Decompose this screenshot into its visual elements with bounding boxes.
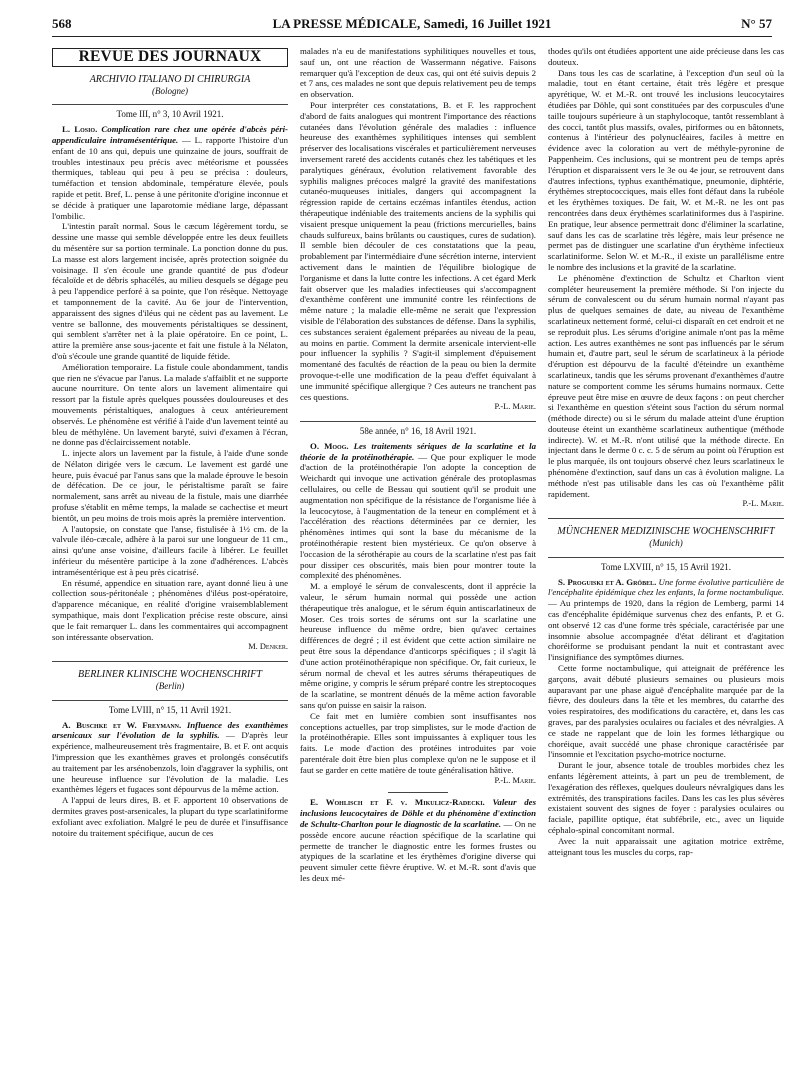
article-paragraph: A l'autopsie, on constate que l'anse, fistulisée à 1½ cm. de la valvule iléo-cæcale, adhère à la paroi sur une longueur de 11 cm., ainsi qu'une anse voisine, d'ailleurs facile à libérer. Le feuillet inférieur du mésentère participe à la zone d'adhérences. L'abcès intramésentérique est à peu près cicatrisé. [52, 523, 288, 577]
journal-title: MÜNCHENER MEDIZINISCHE WOCHENSCHRIFT [557, 526, 775, 538]
journal-city: (Berlin) [155, 681, 185, 692]
article-paragraph: Ce fait met en lumière combien sont insuffisantes nos conceptions actuelles, par trop simplistes, sur le mode d'action de la protéinothérapie. Elles sont impuissantes à expliquer tous les faits. Le mode d'action des protéines introduites par voie parentérale doit être bien plus complexe qu'on ne le suppose et il faut se garder en cette matière de toute généralisation hâtive. [300, 710, 536, 775]
article-author: L. Losio. [62, 124, 98, 135]
article-paragraph: S. Proguiski et A. Gröbel. Une forme évolutive particulière de l'encéphalite épidémique chez les enfants, la forme noctambulique. — Au printemps de 1920, dans la région de Lemberg, parmi 14 cas d'encéphalite épidémique survenus chez des enfants, P. et G. ont observé 12 cas d'une forme très spéciale, caractérisée par une insomnie absolue accompagnée d'état délirant et d'agitation choréiforme se produisant pendant la nuit et contrastant avec l'insignifiance des symptômes diurnes. [548, 576, 785, 663]
author-signature: P.-L. Marie. [742, 499, 784, 509]
article-paragraph: L. injecte alors un lavement par la fistule, à l'aide d'une sonde de Nélaton dirigée vers le cæcum. Le lavement est gardé une heure, puis évacué par l'anus sans que la malade éprouve le besoin de défécation. De ce jour, le péristaltisme paraît se faire normalement, sans arrêt au niveau de la fistule, mais une diarrhée profuse s'établit en même temps, la malade se cachectise et meurt bientôt, un peu moins de trois mois après la première intervention. [52, 448, 288, 523]
article-author: O. Moog. [310, 440, 349, 451]
article-paragraph: En résumé, appendice en situation rare, ayant donné lieu à une collection sous-péritonéale ; phénomènes d'iléus post-opératoire, d'apparence mécanique, en réalité d'origine vraisemblablement sympathique, mais dont l'explication précise reste obscure, ainsi que le fait remarquer L. dans les commentaires qui accompagnent son intéressante observation. [52, 577, 288, 642]
article-paragraph: Cette forme noctambulique, qui atteignait de préférence les garçons, avait débuté plusieurs semaines ou plusieurs mois auparavant par une phase aiguë d'encéphalite marquée par de la fièvre, des douleurs dans la tête et les membres, du catarrhe des voies respiratoires, des modifications du caractère, et, dans les cas graves, par des paralysies oculaires ou faciales et des névralgies. A ce stade ne rappelant que de loin les formes léthargique ou choréique, avait succédé une phase chronique caractérisée par l'insomnie et l'excitation psycho-motrice nocturne. [548, 663, 784, 760]
article-author: E. Wohlisch et F. v. Mikulicz-Radecki. [310, 797, 485, 808]
article-paragraph: A. Buschke et W. Freymann. Influence des exanthèmes arsenicaux sur l'évolution de la syphilis. — D'après leur expérience, malheureusement très fragmentaire, B. et F. ont acquis l'impression que les exanthèmes graves et prolongés consécutifs au traitement par les arsénobenzols, loin d'aggraver la syphilis, ont une heureuse influence sur l'évolution de la maladie. Les exanthèmes légers et fugaces sont dépourvus de la même action. [52, 719, 288, 795]
page-header [52, 14, 772, 37]
article-title: Valeur des inclusions leucocytaires de Döhle et du phénomène d'extinction de Schultz-Charlton pour le diagnostic de la scarlatine. [300, 797, 536, 829]
journal-title: ARCHIVIO ITALIANO DI CHIRURGIA [89, 73, 251, 85]
article-paragraph: malades n'a eu de manifestations syphilitiques nouvelles et tous, sauf un, ont une réaction de Wassermann négative. Faisons remarquer qu'à l'exception de deux cas, qui ont été suivis depuis 2 et 7 ans, ces malades ne sont que depuis relativement peu de temps en observation. [300, 46, 536, 100]
article-paragraph: O. Moog. Les traitements sériques de la scarlatine et la théorie de la protéinothérapie. — Que pour expliquer le mode d'action de la protéinothérapie l'on adopte la conception de Weichardt qui invoque une activation générale des protoplasmas cellulaires, ou celle de Bessau qui soutient qu'il se produit une augmentation non spécifique de la résistance de l'organisme liée à la leucocytose, à l'augmentation de la teneur en complément et à l'accélération des réactions déterminées par ce dernier, les phénomènes intimes qui sont la base du mécanisme de la protéinothérapie restent bien mystérieux. Ce qu'on observe à l'occasion de la sérothérapie au cours de la scarlatine n'est pas fait pour dissiper ces obscurités, mais bien pour montrer toute la complexité des phénomènes. [300, 440, 537, 581]
divider [388, 792, 448, 793]
divider [52, 104, 288, 105]
article-paragraph: Durant le jour, absence totale de troubles morbides chez les enfants légèrement atteints, à part un peu de tremblement, de l'exagération des réflexes, quelques douleurs névralgiques dans les extrémités, des transpirations faciles. Dans les cas les plus sévères existaient souvent des signes de foyer : paralysies oculaires ou faciale, papillite optique, état subfébrile, etc., avec un liquide céphalo-spinal concomitant normal. [548, 760, 784, 835]
tome-line: Tome III, n° 3, 10 Avril 1921. [116, 109, 224, 120]
article-paragraph: L'intestin paraît normal. Sous le cæcum légèrement tordu, se dessine une masse qui semble développée entre les deux feuillets du mésentère sur sa portion terminale. La ponction donne du pus. La masse est alors largement incisée, après protection soignée du voisinage. Il s'en écoule une grande quantité de pus d'odeur fécaloïde et de débris sphacélés, au milieu desquels se dégage peu à peu l'appendice perforé à sa pointe, que l'on résèque. Nettoyage et tamponnement de la cavité. Au 6e jour de l'intervention, apparaissent des signes d'iléus qui ne cèdent pas au lavement. Le ventre se ballonne, des mouvements péristaltiques se dessinent, qui semblent s'arrêter net à la plaie opératoire. En ce point, L. attire la première anse sous-jacente et fait une fistule à la Nélaton, d'où s'écoule une grande quantité de liquide fétide. [52, 221, 288, 361]
tome-line: Tome LXVIII, n° 15, 15 Avril 1921. [600, 561, 732, 572]
article-paragraph: E. Wohlisch et F. v. Mikulicz-Radecki. Valeur des inclusions leucocytaires de Döhle et du phénomène d'extinction de Schultz-Charlton pour le diagnostic de la scarlatine. — On ne possède encore aucune réaction spécifique de la scarlatine qui permette de trancher le diagnostic entre les formes frustes ou atypiques de la scarlatine et les érythèmes d'origine diverse qui peuvent simuler cette fièvre éruptive. W. et M.-R. sont d'avis que les deux mé- [300, 797, 537, 883]
article-paragraph: M. a employé le sérum de convalescents, dont il apprécie la valeur, le sérum humain normal qui possède une action thérapeutique très analogue, et le sérum équin antiscarlatineux de Moser. Ces trois sortes de sérums ont sur la scarlatine une heureuse influence du même ordre, bien qu'avec certaines différences de degré ; il est évident que cette action similaire ne peut être sous la dépendance d'anticorps spécifiques ; il s'agit là d'une action protéinothérapique non spécifique. Or, fait curieux, le sérum normal de cheval et les autres sérums thérapeutiques de même origine, y compris le sérum préparé contre les streptocoques de la scarlatine, se montrent dénués de la même action favorable sans qu'on puisse en saisir la raison. [300, 581, 536, 711]
article-paragraph: A l'appui de leurs dires, B. et F. apportent 10 observations de dermites graves post-arsenicales, la plupart du type scarlatiniforme exfoliant avec exfoliation. Malgré le peu de durée et l'insuffisance notoire du traitement spécifique, aucun de ces [52, 795, 288, 838]
column-1 [52, 46, 288, 838]
running-title: LA PRESSE MÉDICALE, Samedi, 16 Juillet 1921 [272, 16, 552, 31]
author-signature: M. Denker. [248, 642, 288, 652]
author-signature: P.-L. Marie. [494, 402, 536, 412]
author-signature: P.-L. Marie. [494, 775, 536, 785]
article-author: S. Proguiski et A. Gröbel. [558, 576, 657, 587]
article-author: A. Buschke et W. Freymann. [62, 719, 182, 730]
article-title: Une forme évolutive particulière de l'encéphalite épidémique chez les enfants, la forme noctambulique. [548, 576, 785, 598]
article-title: Les traitements sériques de la scarlatine et la théorie de la protéinothérapie. [300, 440, 536, 462]
article-paragraph: thodes qu'ils ont étudiées apportent une aide précieuse dans les cas douteux. [548, 46, 784, 67]
column-3 [548, 46, 784, 857]
article-paragraph: Amélioration temporaire. La fistule coule abondamment, tandis que rien ne s'évacue par l'anus. La malade s'affaiblit et ne supporte aucune nourriture. On tente alors un lavement alimentaire qui ressort par la fistule après quelques poussées douloureuses et des mouvements péristaltiques, analogues à ceux antérieurement observés. Le phénomène est vérifié à l'aide d'un lavement teinté au bleu de méthylène. Un lavement baryté, suivi d'examen à l'écran, ne donne pas d'éclaircissement notable. [52, 361, 288, 448]
journal-city: (Bologne) [152, 85, 188, 96]
article-paragraph: Le phénomène d'extinction de Schultz et Charlton vient compléter heureusement la première méthode. Si l'on injecte du sérum de convalescent ou du sérum humain normal n'ayant pas plus de quelques semaines de date, au niveau de l'exanthème scarlatineux nettement formé, celui-ci disparaît en cet endroit et ne se reproduit plus. Les sérums d'origine animale n'ont pas la même action. Les autres exanthèmes ne sont pas influencés par le sérum humain et, d'autre part, seul le sérum de scarlatineux à la période d'éruption est dépourvu de la faculté d'éteindre un exanthème scarlatineux, tandis que les sérums provenant d'exanthèmes d'autre nature se comportent comme les sérums humains normaux. Cette épreuve peut être mise en œuvre de deux façons : on peut chercher si l'exanthème en question s'éteint sous l'action du sérum normal (méthode directe) ou si le sérum du malade atteint d'une éruption douteuse éteint un exanthème scarlatineux authentique (méthode indirecte). W. et M.-R. n'ont utilisé que la méthode directe. En injectant dans le derme 0 c. c. 5 de sérum au point où l'éruption est le plus marquée, ils ont toujours observé chez leurs scarlatineux le phénomène d'extinction, sauf dans un cas à évolution maligne. La méthode n'est pas utilisable dans les cas où l'exanthème pâlit rapidement. [548, 272, 784, 499]
divider [52, 700, 288, 701]
article-title: Complication rare chez une opérée d'abcès péri-appendiculaire intramésentérique. [52, 124, 288, 145]
article-title: Influence des exanthèmes arsenicaux sur l'évolution de la syphilis. [52, 719, 288, 741]
column-2 [300, 46, 536, 884]
page-number: 568 [52, 16, 72, 31]
divider [300, 421, 536, 422]
divider [52, 661, 288, 662]
article-paragraph: Avec la nuit apparaissait une agitation motrice extrême, atteignant tous les muscles du corps, rap- [548, 835, 784, 857]
article-paragraph: Dans tous les cas de scarlatine, à l'exception d'un seul où la maladie, tout en étant certaine, était très légère et presque apyrétique, W. et M.-R. ont trouvé les inclusions leucocytaires étudiées par Döhle, qui sont constituées par des corpuscules d'une taille toujours supérieure à un staphylocoque, tantôt ressemblant à des cocci, tantôt plus massifs, ovales, piriformes ou en bâtonnets, contenus à l'intérieur des polynucléaires, faciles à mettre en évidence avec la coloration au vert de méthyle-pyronine de Pappenheim. Ces inclusions, qui se montrent peu de temps après l'éruption et disparaissent vers le 3e ou 4e jour, se retrouvent dans d'autres infections, typhus exanthématique, pneumonie, diphtérie, érythèmes streptococciques, mais elles font défaut dans la rubéole et les érythèmes toxiques. De fait, W. et M.-R. ne les ont pas rencontrées dans deux érythèmes scarlatiniformes dus à l'aspirine. En pratique, leur absence permettrait donc d'éliminer la scarlatine, sauf dans les cas de scarlatine très légère, mais leur présence ne permet pas de distinguer une scarlatine d'un érythème infectieux scarlatiniforme. Selon W. et M.-R., il existe un parallélisme entre le nombre des inclusions et la gravité de la scarlatine. [548, 67, 784, 272]
journal-title: BERLINER KLINISCHE WOCHENSCHRIFT [78, 669, 262, 681]
section-title: REVUE DES JOURNAUX [52, 48, 288, 67]
tome-line: Tome LVIII, n° 15, 11 Avril 1921. [108, 704, 232, 715]
article-paragraph: Pour interpréter ces constatations, B. et F. les rapprochent d'abord de faits analogues qui montrent l'importance des réactions cutanées dans l'évolution générale des maladies : influence heureuse des exanthèmes syphilitiques intenses qui semblent préserver des localisations viscérales et particulièrement nerveuses inversement rareté des accidents cutanés chez les tabétiques et les paralytiques généraux, évolution relativement favorable des syphilis malignes précoces malgré la gravité des manifestations cutanéo-muqueuses initiales, dangers qui accompagnent la régression rapide de certains eczémas infantiles étendus, action thérapeutique indéniable des traitements anciens de la syphilis qui visaient presque uniquement la peau (frictions mercurielles, bains chauds sulfureux, bains brûlants ou caustiques, cures de sudation). Il semble bien découler de ces constatations que la peau, probablement par l'intermédiaire d'une sécrétion interne, intervient activement dans le maintien de l'équilibre biologique de l'organisme et dans la lutte contre les infections. A cet égard Merk fait observer que les maladies infectieuses qui s'accompagnent d'exanthème confèrent une immunité contre les réinfections de même nature ; la maladie elle-même ne serait que l'expression visible de l'élaboration des substances de défense. Dans la syphilis, ces substances seraient également préparées au niveau de la peau, au moins en partie. Comment la dermite arsenicale intervient-elle pour influencer la syphilis ? S'agit-il simplement d'épuisement momentané des facultés de réaction de la peau ou bien la dermite provoque-t-elle une modification de la peau d'effet équivalant à une immunité spécifique allergique ? Ces auteurs ne tranchent pas ces questions. [300, 99, 536, 402]
issue-line: 58e année, n° 16, 18 Avril 1921. [359, 426, 477, 437]
journal-city: (Munich) [649, 538, 683, 549]
divider [548, 518, 784, 519]
issue-number: N° 57 [741, 16, 772, 31]
article-paragraph: L. Losio. Complication rare chez une opérée d'abcès péri-appendiculaire intramésentérique. — L. rapporte l'histoire d'un enfant de 10 ans qui, depuis une quinzaine de jours, souffrait de troubles intestinaux peu précis avec météorisme et poussées thermiques, tableau qui peu à peu se précisa : douleurs, tuméfaction et tension abdominale, température élevée, pouls rapide et petit. Bref, L. pense à une péritonite d'origine inconnue et se décide à pratiquer une laparotomie médiane large, dépassant l'ombilic. [52, 124, 288, 221]
divider [548, 557, 784, 558]
